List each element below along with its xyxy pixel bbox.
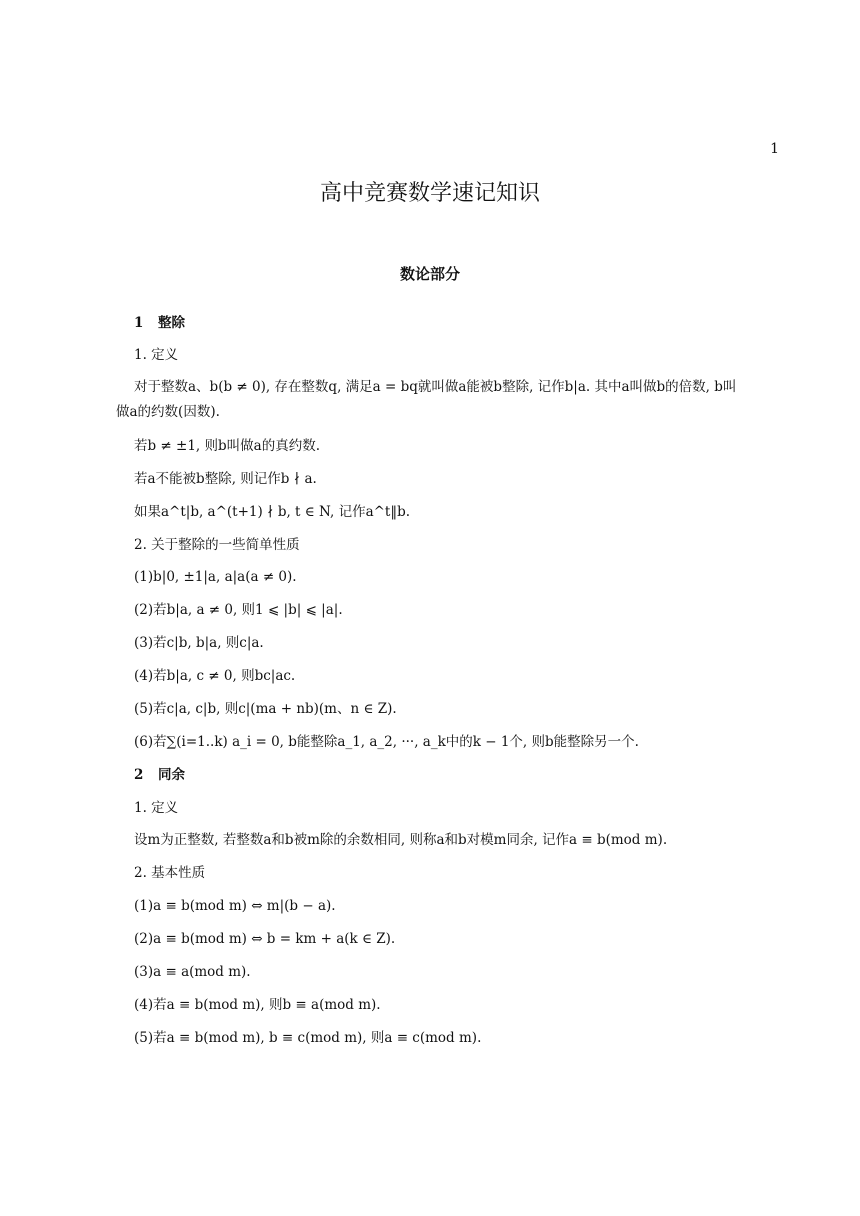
- note-line: 若a不能被b整除, 则记作b ∤ a.: [134, 471, 317, 487]
- section-number: 1: [134, 315, 144, 331]
- subsection-label: 2. 基本性质: [134, 865, 206, 881]
- property-line: (1)a ≡ b(mod m) ⇔ m|(b − a).: [134, 898, 336, 914]
- property-line: (5)若a ≡ b(mod m), b ≡ c(mod m), 则a ≡ c(mod m).: [134, 1030, 482, 1046]
- section-heading: [134, 765, 185, 785]
- property-line: (3)a ≡ a(mod m).: [134, 964, 251, 980]
- property-line: (2)a ≡ b(mod m) ⇔ b = km + a(k ∈ Z).: [134, 931, 396, 947]
- definition-paragraph: 设m为正整数, 若整数a和b被m除的余数相同, 则称a和b对模m同余, 记作a ≡ b(mod m).: [134, 832, 668, 848]
- note-line: 若b ≠ ±1, 则b叫做a的真约数.: [134, 438, 321, 454]
- section-number: 2: [134, 767, 144, 783]
- property-line: (2)若b|a, a ≠ 0, 则1 ⩽ |b| ⩽ |a|.: [134, 602, 343, 618]
- property-line: (3)若c|b, b|a, 则c|a.: [134, 635, 264, 651]
- definition-paragraph-cont: 做a的约数(因数).: [116, 404, 220, 420]
- property-line: (1)b|0, ±1|a, a|a(a ≠ 0).: [134, 569, 297, 585]
- note-line: 如果a^t|b, a^(t+1) ∤ b, t ∈ N, 记作a^t‖b.: [134, 504, 411, 520]
- section-title: 整除: [158, 315, 185, 331]
- section-title: 同余: [158, 767, 185, 783]
- property-line: (5)若c|a, c|b, 则c|(ma + nb)(m、n ∈ Z).: [134, 701, 397, 717]
- section-heading: [134, 313, 185, 333]
- property-line: (6)若∑(i=1..k) a_i = 0, b能整除a_1, a_2, ···, a_k中的k − 1个, 则b能整除另一个.: [134, 734, 639, 750]
- property-line: (4)若a ≡ b(mod m), 则b ≡ a(mod m).: [134, 997, 381, 1013]
- document-title: 高中竞赛数学速记知识: [319, 181, 540, 206]
- part-title: 数论部分: [399, 265, 460, 283]
- subsection-label: 1. 定义: [134, 800, 179, 816]
- page-number: 1: [770, 141, 779, 157]
- property-line: (4)若b|a, c ≠ 0, 则bc|ac.: [134, 668, 296, 684]
- subsection-label: 2. 关于整除的一些简单性质: [134, 537, 300, 553]
- definition-paragraph: 对于整数a、b(b ≠ 0), 存在整数q, 满足a = bq就叫做a能被b整除, 记作b|a. 其中a叫做b的倍数, b叫: [134, 379, 737, 395]
- subsection-label: 1. 定义: [134, 347, 179, 363]
